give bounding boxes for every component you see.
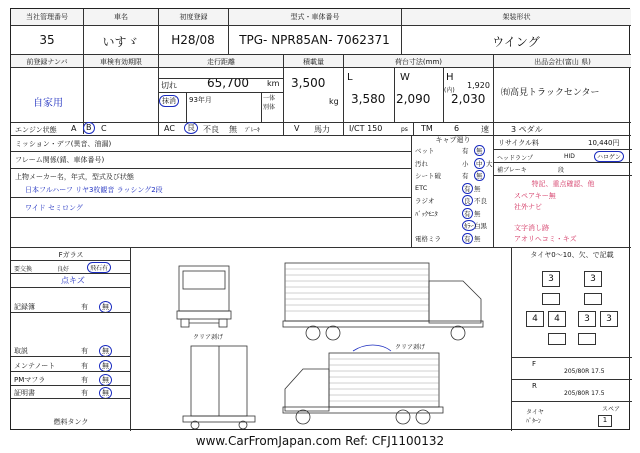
cab-item-option: 白黒 — [474, 222, 487, 230]
divider — [261, 92, 262, 122]
check-option: 無 — [99, 374, 112, 386]
tm-value: 6 — [454, 124, 460, 133]
watermark-footer: www.CarFromJapan.com Ref: CFJ1100132 — [195, 434, 445, 448]
mgmt-no: 35 — [39, 33, 55, 47]
hp-label: 馬力 — [314, 125, 330, 134]
H-value: 2,030 — [451, 92, 486, 106]
row-mission: ミッション・デフ(異音、油漏) — [15, 140, 112, 148]
divider — [494, 162, 632, 163]
cab-item-option: 有 — [464, 209, 471, 218]
divider — [11, 273, 131, 274]
glass-title: Fガラス — [58, 251, 84, 259]
tire-R-label: R — [532, 382, 537, 390]
check-option: 無 — [99, 360, 112, 372]
cab-item-option: 不良 — [474, 197, 487, 205]
label-seller: 出品会社(富山 県) — [493, 54, 631, 122]
label-model: 型式・車体番号 — [228, 9, 401, 54]
H-unit: (内) — [444, 87, 455, 94]
cab-item-option: 大 — [486, 159, 493, 168]
check-label: 記録簿 — [14, 303, 35, 311]
tm-label: TM — [421, 124, 433, 133]
cab-item-label: 電格ミラ — [415, 234, 441, 243]
check-label: メンテノート — [14, 362, 56, 370]
cab-item-label: 汚れ — [415, 159, 428, 168]
tire-rear-2: 4 — [548, 311, 566, 327]
H-label: H — [446, 72, 454, 83]
ac-good: 良 — [184, 122, 198, 134]
label-mgmt-no: 当社管理番号 — [26, 13, 68, 21]
front-windshield — [183, 271, 225, 289]
tire-title: タイヤ0〜10、欠、で記載 — [530, 251, 614, 259]
divider — [11, 217, 411, 218]
cab-item-label: ﾊﾞｯｸﾓﾆﾀ — [415, 209, 438, 218]
auction-sheet — [10, 8, 630, 430]
tire-front-left: 3 — [542, 271, 560, 287]
side-cab-top — [429, 281, 481, 323]
side-box-top — [285, 263, 429, 321]
pedal: 3 ペダル — [511, 125, 543, 134]
label-capacity: 積載量 — [283, 54, 343, 122]
divider — [11, 287, 131, 288]
label-inspection: 車検有効期限 — [83, 54, 158, 134]
cab-item-label: ETC — [415, 183, 428, 192]
label-prev-plate: 前登録ナンバ — [26, 58, 68, 66]
W-label: W — [400, 72, 410, 83]
divider — [512, 401, 632, 402]
bottom-left-block — [11, 247, 131, 431]
divider — [11, 371, 131, 372]
tire-slot — [578, 333, 596, 345]
ac-none: 無 — [229, 125, 237, 134]
cab-item-option: 有 — [464, 234, 471, 243]
capacity-unit: kg — [329, 97, 339, 106]
cab-item-option: 無 — [476, 172, 483, 180]
check-option: 有 — [81, 347, 88, 355]
side-box-bottom — [329, 353, 439, 407]
divider — [11, 168, 411, 169]
cab-item-label: ベット — [415, 147, 435, 155]
headlamp-label: ヘッドランプ — [497, 155, 534, 162]
cab-item-option: 無 — [474, 234, 481, 243]
dan-label: 段 — [558, 167, 565, 174]
check-option: 有 — [81, 303, 88, 311]
divider — [11, 151, 411, 152]
W-value: 2,090 — [396, 92, 431, 106]
odo-cancelled: 抹消 — [159, 95, 179, 107]
divider — [11, 122, 631, 123]
tire-rear-1: 4 — [526, 311, 544, 327]
betsu-label: 別体 — [263, 104, 276, 111]
divider — [494, 175, 632, 176]
divider — [512, 357, 632, 358]
grade-A: A — [71, 124, 77, 133]
note-4: アオリヘコミ・キズ — [514, 235, 577, 243]
glass-opt-replace: 要交換 — [14, 266, 33, 273]
plate-type: 自家用 — [33, 98, 63, 109]
divider — [512, 379, 632, 380]
tire-front-right: 3 — [584, 271, 602, 287]
cab-item-option: 無 — [476, 147, 483, 155]
first-reg: H28/08 — [171, 33, 215, 47]
front-cab — [179, 266, 229, 311]
capacity: 3,500 — [291, 76, 326, 90]
ps-label: ps — [401, 126, 408, 133]
tire-R-size: 205/80R 17.5 — [564, 390, 605, 397]
divider — [158, 78, 283, 79]
fuel-tank-label: 燃料タンク — [53, 418, 89, 426]
label-dimensions: 荷台寸法(mm) — [343, 54, 493, 122]
divider — [158, 122, 159, 135]
odo-expired: 切れ — [161, 81, 177, 90]
aux-brake-label: 補ブレーキ — [497, 167, 527, 174]
cab-title: キャブ廻り — [435, 136, 471, 144]
divider — [186, 92, 187, 122]
recycle-label: リサイクル料 — [498, 139, 540, 147]
divider — [11, 385, 131, 386]
cab-item-option: 有 — [462, 172, 469, 180]
divider — [11, 356, 131, 357]
L-label: L — [347, 72, 353, 83]
notes-title: 特記、重点確認、他 — [531, 180, 595, 188]
ict-label: I/CT 150 — [349, 124, 383, 133]
cab-item-option: 小 — [462, 159, 469, 168]
spare-label: スペア — [602, 406, 621, 413]
grade-B: B — [83, 122, 95, 134]
brake-label: ﾌﾞﾚｰｷ — [245, 127, 261, 134]
hid-label: HID — [564, 153, 575, 160]
divider — [494, 149, 632, 150]
tire-pattern-label: タイヤ ﾊﾟﾀｰﾝ — [526, 409, 544, 425]
check-label: 取説 — [14, 347, 28, 355]
L-value: 3,580 — [351, 92, 386, 106]
odometer-unit: km — [267, 79, 280, 88]
side-cab-bottom — [285, 369, 329, 411]
tire-rear-3: 3 — [578, 311, 596, 327]
check-label: 証明書 — [14, 389, 35, 397]
divider — [413, 122, 414, 135]
row-upper-maker: 上物メーカー名，年式，型式及び状態 — [15, 173, 134, 181]
divider — [11, 260, 131, 261]
tire-slot — [542, 293, 560, 305]
note-2: 社外ナビ — [514, 203, 542, 211]
cab-item-option: 無 — [474, 184, 481, 193]
tire-slot — [584, 293, 602, 305]
check-option: 有 — [81, 376, 88, 384]
divider — [493, 122, 494, 135]
spare-value: 1 — [598, 415, 612, 427]
label-car-name: 車名 — [83, 9, 158, 54]
glass-note: 点キズ — [61, 276, 85, 285]
v-label: V — [294, 124, 300, 133]
tire-F-size: 205/80R 17.5 — [564, 368, 605, 375]
cab-item-option: 有 — [464, 184, 471, 193]
glass-opt-chip: 飛石有 — [87, 262, 111, 273]
check-option: 無 — [99, 387, 112, 399]
divider — [283, 122, 284, 135]
divider — [394, 68, 395, 122]
row-frame: フレーム関係(錆、車体番号) — [15, 156, 105, 164]
car-name: いすゞ — [102, 35, 139, 49]
truck-diagram — [133, 251, 509, 429]
check-option: 有 — [81, 362, 88, 370]
check-label: PMマフラ — [14, 376, 46, 384]
odometer: 65,700 — [207, 76, 249, 90]
divider — [158, 92, 283, 93]
glass-opt-good: 良好 — [57, 266, 70, 273]
tire-block — [511, 247, 631, 431]
cab-item-option: 有 — [462, 147, 469, 155]
ittai-label: 一体 — [263, 95, 276, 102]
check-option: 無 — [99, 301, 112, 313]
label-body: 架装形状 — [401, 9, 631, 54]
cab-item-option: 中 — [476, 159, 483, 168]
H-value-outer: 1,920 — [467, 81, 490, 90]
check-option: 無 — [99, 345, 112, 357]
clear-peel-label-2: クリア剥げ — [395, 344, 426, 351]
recycle-value: 10,440円 — [588, 139, 620, 147]
clear-peel-label-1: クリア剥げ — [193, 334, 224, 341]
divider — [11, 197, 411, 198]
label-mileage: 走行距離 — [158, 54, 283, 122]
grade-C: C — [101, 124, 107, 133]
label-first-reg: 初度登録 — [158, 9, 228, 54]
body-size-desc: ワイド セミロング — [25, 204, 83, 212]
halogen-label: ハロゲン — [594, 151, 624, 162]
check-option: 有 — [81, 389, 88, 397]
cab-item-option: 無 — [474, 209, 481, 218]
model-number: TPG- NPR85AN- 7062371 — [239, 33, 390, 47]
divider — [343, 122, 344, 135]
divider — [11, 398, 131, 399]
ac-bad: 不良 — [203, 125, 219, 134]
right-info-block — [493, 135, 631, 247]
note-1: スペアキー無 — [514, 192, 556, 200]
tire-rear-4: 3 — [600, 311, 618, 327]
ac-label: AC — [164, 124, 175, 133]
seller-company: ㈲高見トラックセンター — [501, 88, 600, 98]
upper-body-desc: 日本フルハーフ リヤ3枚観音 ラッシング2段 — [25, 186, 163, 194]
speed-label: 速 — [481, 125, 489, 134]
cab-block — [411, 135, 493, 247]
body-type: ウイング — [492, 35, 540, 49]
cab-item-label: シート破 — [415, 172, 441, 180]
left-info-block — [11, 135, 411, 247]
cab-item-label: ラジオ — [415, 197, 435, 205]
tire-F-label: F — [532, 360, 537, 368]
cab-item-option: ｶﾗｰ — [464, 222, 474, 230]
note-3: 文字消し跡 — [514, 224, 549, 232]
tire-slot — [548, 333, 566, 345]
divider — [443, 68, 444, 122]
divider — [11, 312, 131, 313]
odometer-note: 93年月 — [189, 96, 212, 104]
engine-label: エンジン状態 — [15, 126, 57, 134]
cab-item-option: 良 — [464, 197, 471, 205]
